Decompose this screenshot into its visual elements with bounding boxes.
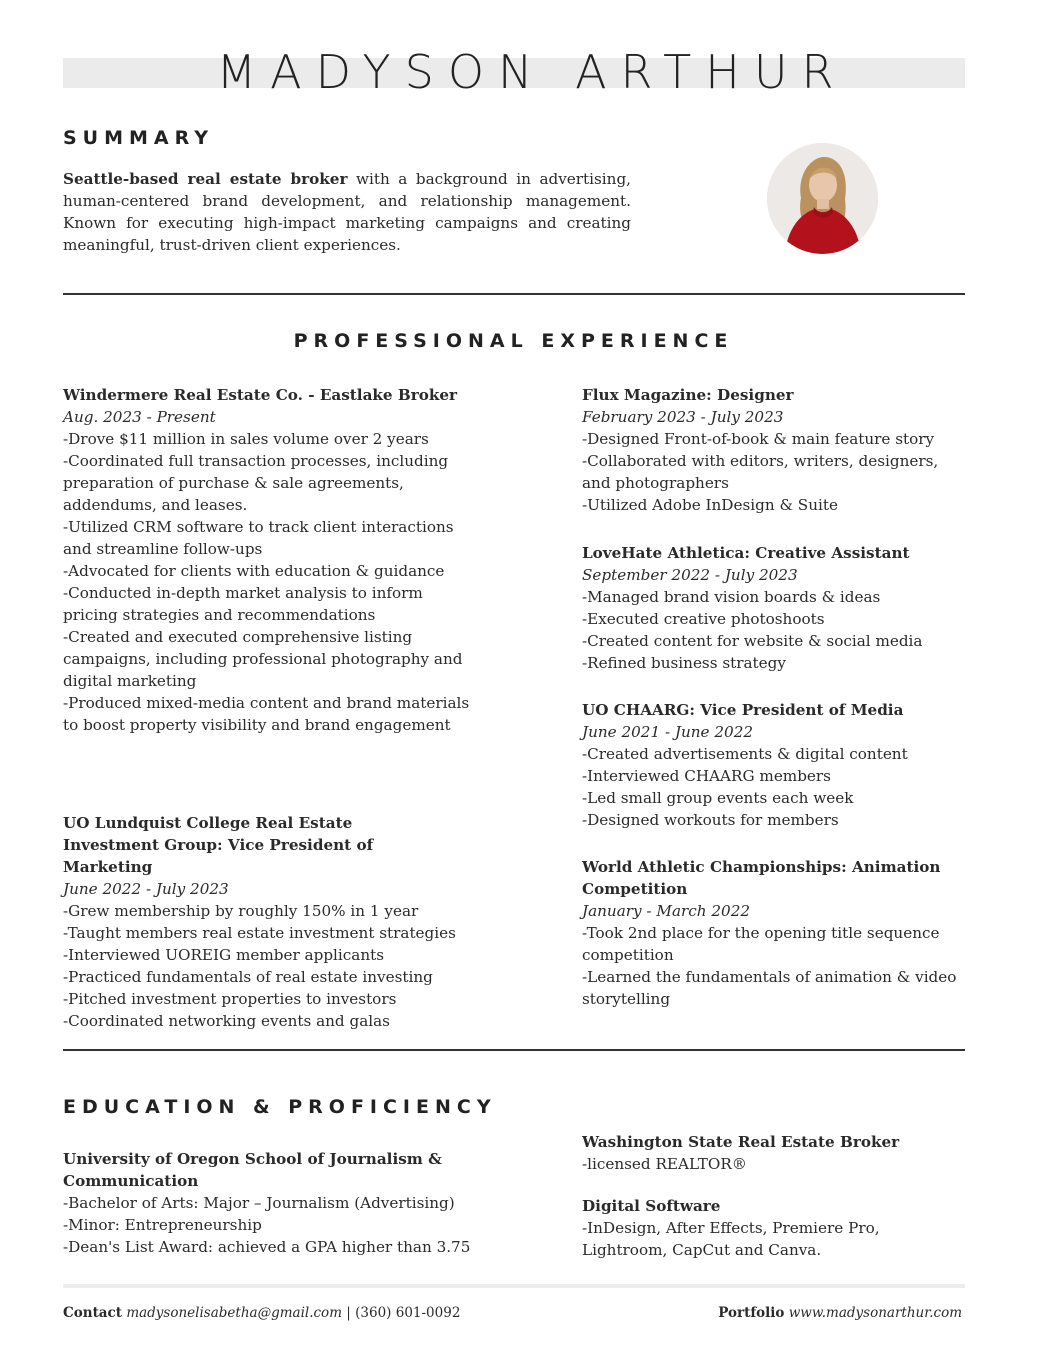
job-title: Flux Magazine: Designer (582, 386, 794, 404)
job-bullet: -Interviewed CHAARG members (582, 767, 831, 785)
footer-divider (63, 1284, 965, 1288)
job-bullet: -Learned the fundamentals of animation & video storytelling (582, 968, 957, 1008)
education-bullet: -Dean's List Award: achieved a GPA higher than 3.75 (63, 1238, 471, 1256)
job-bullet: -Utilized CRM software to track client interactions and streamline follow-ups (63, 518, 454, 558)
job-bullet: -Executed creative photoshoots (582, 610, 825, 628)
summary-text (63, 168, 631, 256)
job-bullet: -Managed brand vision boards & ideas (582, 588, 881, 606)
profile-photo (767, 143, 878, 254)
job-entry (582, 384, 965, 516)
divider (63, 293, 965, 295)
job-bullet: -Utilized Adobe InDesign & Suite (582, 496, 838, 514)
experience-heading: PROFESSIONAL EXPERIENCE (293, 330, 734, 352)
education-left-column (63, 1148, 483, 1258)
job-date: June 2021 - June 2022 (582, 723, 754, 741)
job-bullet: -Created and executed comprehensive listing campaigns, including professional photography and digital marketing (63, 628, 463, 690)
job-bullet: -Conducted in-depth market analysis to inform pricing strategies and recommendations (63, 584, 423, 624)
summary-body: with a background in advertising, human-centered brand development, and relationship management. Known for executing high-impact marketing campaigns and creating meaningful, trust-driven client experiences. (63, 170, 631, 254)
education-bullet: -Minor: Entrepreneurship (63, 1216, 262, 1234)
job-bullet: -Collaborated with editors, writers, designers, and photographers (582, 452, 939, 492)
portfolio-link[interactable]: www.madysonarthur.com (788, 1305, 962, 1321)
job-bullet: -Drove $11 million in sales volume over 2 years (63, 430, 429, 448)
job-date: February 2023 - July 2023 (582, 408, 784, 426)
job-date: Aug. 2023 - Present (63, 408, 216, 426)
job-bullet: -Designed workouts for members (582, 811, 839, 829)
education-right-column (582, 1131, 965, 1261)
job-entry (582, 542, 965, 674)
experience-right-column (582, 384, 965, 1032)
avatar (767, 143, 878, 254)
proficiency-title: Washington State Real Estate Broker (582, 1133, 900, 1151)
job-entry (63, 812, 473, 1032)
job-title: UO Lundquist College Real Estate Investment Group: Vice President of Marketing (63, 814, 374, 876)
education-heading: EDUCATION & PROFICIENCY (63, 1096, 497, 1118)
job-bullet: -Coordinated networking events and galas (63, 1012, 390, 1030)
job-bullet: -Grew membership by roughly 150% in 1 year (63, 902, 419, 920)
summary-lead: Seattle-based real estate broker (63, 170, 348, 188)
proficiency-entry (582, 1195, 965, 1261)
job-date: January - March 2022 (582, 902, 751, 920)
proficiency-bullet: -InDesign, After Effects, Premiere Pro, Lightroom, CapCut and Canva. (582, 1219, 880, 1259)
job-date: June 2022 - July 2023 (63, 880, 229, 898)
education-bullet: -Bachelor of Arts: Major – Journalism (Advertising) (63, 1194, 455, 1212)
job-title: UO CHAARG: Vice President of Media (582, 701, 904, 719)
divider (63, 1049, 965, 1051)
resume-name: MADYSON ARTHUR (216, 45, 848, 99)
experience-left-column-2 (63, 812, 473, 1054)
portfolio-label: Portfolio (718, 1305, 785, 1321)
job-bullet: -Coordinated full transaction processes, including preparation of purchase & sale agreements, addendums, and leases. (63, 452, 449, 514)
job-entry (582, 856, 965, 1010)
job-bullet: -Led small group events each week (582, 789, 854, 807)
job-bullet: -Created content for website & social media (582, 632, 923, 650)
contact-phone: | (360) 601-0092 (346, 1305, 461, 1321)
job-title: LoveHate Athletica: Creative Assistant (582, 544, 910, 562)
job-entry (582, 699, 965, 831)
job-title: Windermere Real Estate Co. - Eastlake Broker (63, 386, 458, 404)
job-bullet: -Took 2nd place for the opening title sequence competition (582, 924, 940, 964)
proficiency-bullet: -licensed REALTOR® (582, 1155, 747, 1173)
job-bullet: -Created advertisements & digital content (582, 745, 908, 763)
job-bullet: -Refined business strategy (582, 654, 786, 672)
job-bullet: -Produced mixed-media content and brand materials to boost property visibility and brand engagement (63, 694, 470, 734)
footer-contact (63, 1303, 460, 1323)
job-title: World Athletic Championships: Animation Competition (582, 858, 941, 898)
proficiency-entry (582, 1131, 965, 1175)
job-bullet: -Taught members real estate investment strategies (63, 924, 456, 942)
job-bullet: -Practiced fundamentals of real estate investing (63, 968, 433, 986)
summary-heading: SUMMARY (63, 127, 214, 149)
job-bullet: -Interviewed UOREIG member applicants (63, 946, 384, 964)
contact-email[interactable]: madysonelisabetha@gmail.com (126, 1305, 342, 1321)
job-bullet: -Designed Front-of-book & main feature story (582, 430, 935, 448)
experience-left-column (63, 384, 473, 758)
job-bullet: -Pitched investment properties to investors (63, 990, 397, 1008)
footer-portfolio (718, 1303, 962, 1323)
job-bullet: -Advocated for clients with education & guidance (63, 562, 445, 580)
job-date: September 2022 - July 2023 (582, 566, 798, 584)
education-title: University of Oregon School of Journalism & Communication (63, 1150, 442, 1190)
job-entry (63, 384, 473, 736)
proficiency-title: Digital Software (582, 1197, 721, 1215)
contact-label: Contact (63, 1305, 123, 1321)
